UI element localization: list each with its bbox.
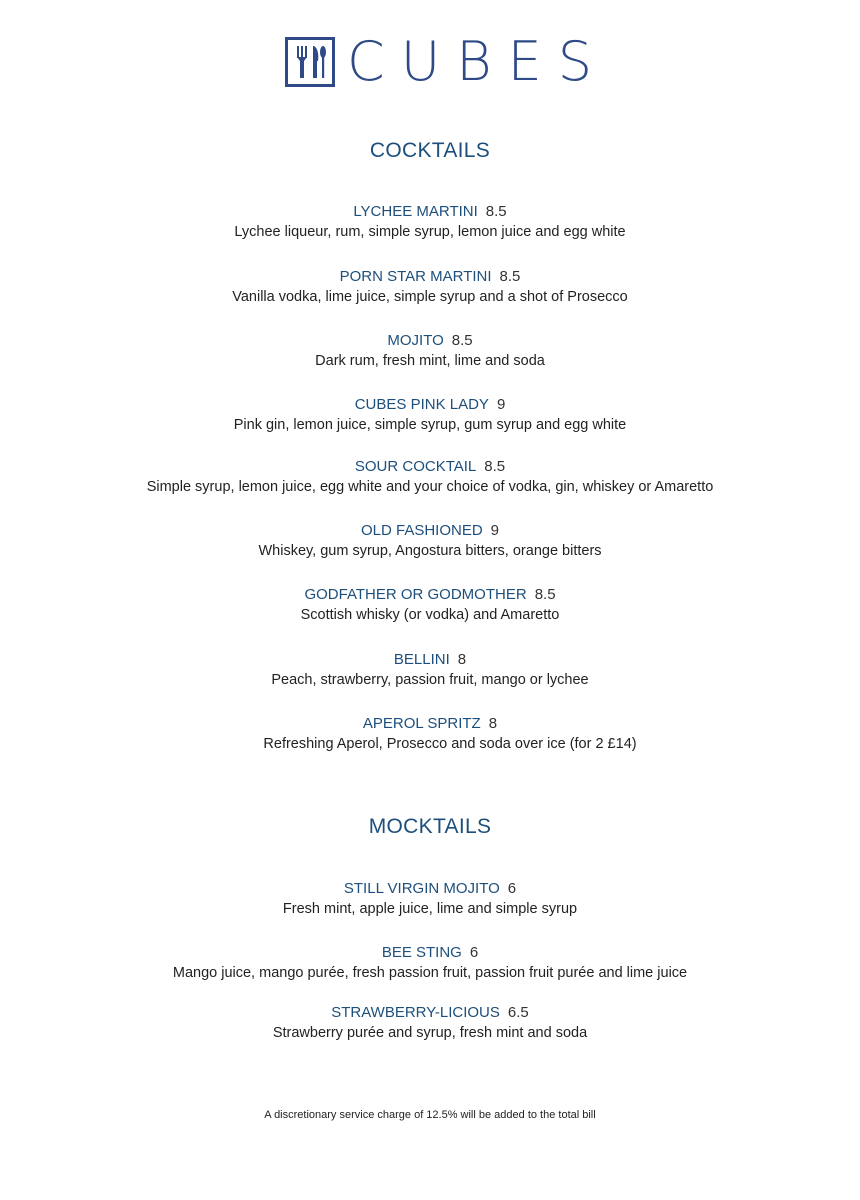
item-name: STILL VIRGIN MOJITO	[343, 880, 500, 897]
item-name: MOJITO	[387, 332, 444, 349]
item-name: CUBES PINK LADY	[354, 396, 489, 413]
item-name: STRAWBERRY-LICIOUS	[331, 1004, 500, 1021]
item-description: Vanilla vodka, lime juice, simple syrup and a shot of Prosecco	[232, 289, 628, 305]
mocktails-title: MOCKTAILS	[368, 815, 492, 838]
menu-item	[0, 457, 860, 498]
menu-item	[0, 202, 860, 243]
item-description: Fresh mint, apple juice, lime and simple syrup	[282, 901, 578, 917]
item-price: 8	[488, 715, 498, 732]
item-description: Mango juice, mango purée, fresh passion fruit, passion fruit purée and lime juice	[172, 965, 688, 981]
item-name: PORN STAR MARTINI	[339, 268, 492, 285]
logo	[285, 30, 608, 93]
item-description: Dark rum, fresh mint, lime and soda	[315, 353, 545, 369]
item-name: LYCHEE MARTINI	[353, 203, 478, 220]
item-description: Strawberry purée and syrup, fresh mint and soda	[272, 1025, 588, 1041]
item-price: 6	[507, 880, 517, 897]
menu-item	[0, 650, 860, 691]
service-charge-note: A discretionary service charge of 12.5% will be added to the total bill	[264, 1109, 596, 1121]
item-price: 8	[457, 651, 467, 668]
item-description: Scottish whisky (or vodka) and Amaretto	[300, 607, 560, 623]
item-price: 6	[469, 944, 479, 961]
item-price: 8.5	[499, 268, 521, 285]
item-description: Refreshing Aperol, Prosecco and soda over ice (for 2 £14)	[263, 736, 637, 752]
item-price: 9	[496, 396, 506, 413]
menu-item	[0, 395, 860, 436]
item-description: Whiskey, gum syrup, Angostura bitters, orange bitters	[258, 543, 602, 559]
item-description: Lychee liqueur, rum, simple syrup, lemon juice and egg white	[234, 224, 626, 240]
item-name: BEE STING	[381, 944, 462, 961]
item-description: Simple syrup, lemon juice, egg white and your choice of vodka, gin, whiskey or Amaretto	[146, 479, 714, 495]
item-description: Peach, strawberry, passion fruit, mango or lychee	[271, 672, 589, 688]
item-name: OLD FASHIONED	[360, 522, 483, 539]
item-description: Pink gin, lemon juice, simple syrup, gum syrup and egg white	[233, 417, 627, 433]
item-price: 6.5	[507, 1004, 529, 1021]
item-price: 9	[490, 522, 500, 539]
item-price: 8.5	[485, 203, 507, 220]
menu-item	[0, 331, 860, 372]
cutlery-icon	[285, 37, 335, 87]
item-name: SOUR COCKTAIL	[354, 458, 477, 475]
item-price: 8.5	[484, 458, 506, 475]
logo-text: CUBES	[347, 30, 608, 93]
menu-item	[0, 521, 860, 562]
menu-item	[0, 1003, 860, 1044]
item-name: APEROL SPRITZ	[362, 715, 481, 732]
item-name: GODFATHER OR GODMOTHER	[304, 586, 527, 603]
menu-item	[0, 267, 860, 308]
menu-item	[0, 714, 860, 755]
cocktails-title: COCKTAILS	[369, 139, 491, 162]
item-price: 8.5	[451, 332, 473, 349]
item-price: 8.5	[534, 586, 556, 603]
menu-item	[0, 585, 860, 626]
item-name: BELLINI	[393, 651, 450, 668]
menu-item	[0, 879, 860, 920]
menu-item	[0, 943, 860, 984]
